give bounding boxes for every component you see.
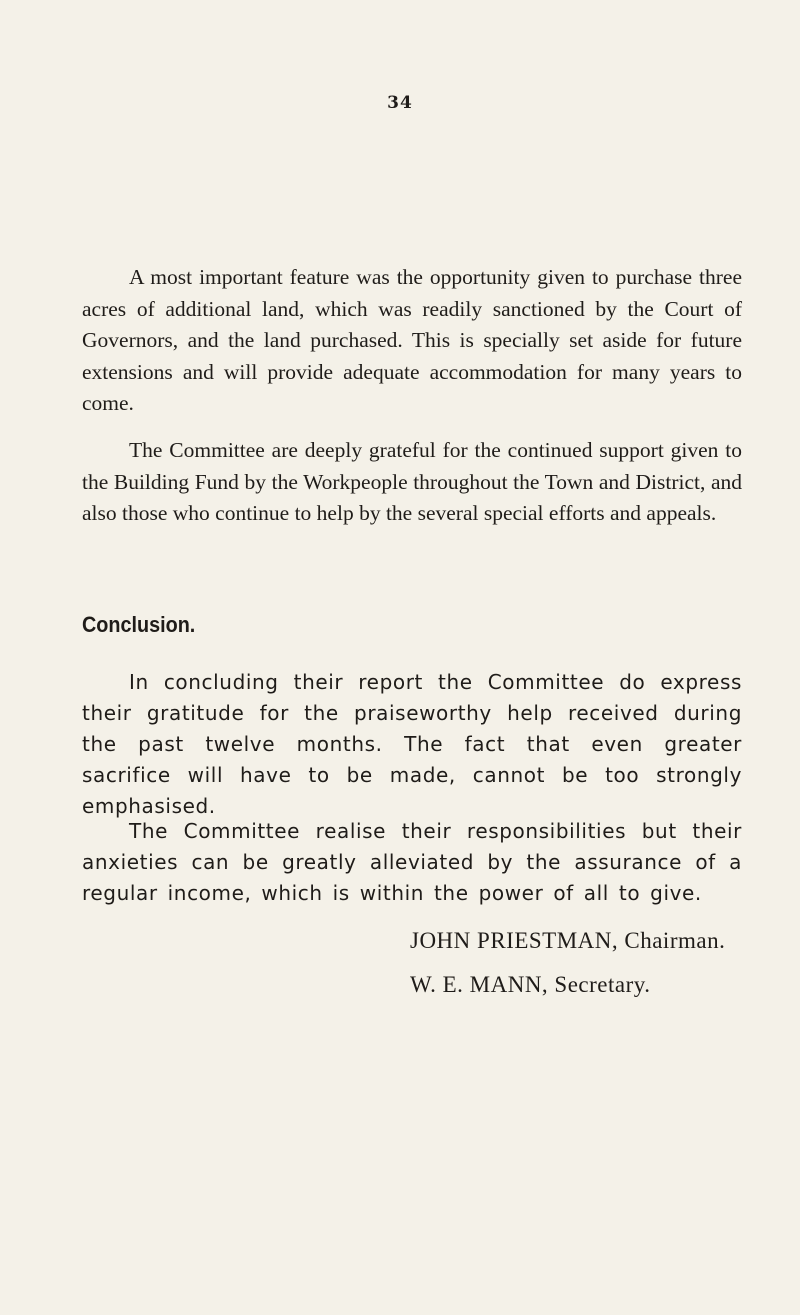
paragraph-conclusion-gratitude: In concluding their report the Committee do express their gratitude for the praiseworthy help received during the past twelve months. The fact that even greater sacrifice will have to be made, cannot be too strongly emphasised. (82, 670, 742, 818)
conclusion-heading: Conclusion. (82, 612, 196, 637)
signature-secretary: W. E. MANN, Secretary. (410, 972, 651, 997)
paragraph-building-fund: The Committee are deeply grateful for the continued support given to the Building Fund by the Workpeople throughout the Town and District, and also those who continue to help by the several special efforts and appeals. (82, 438, 742, 525)
paragraph-conclusion-responsibilities: The Committee realise their responsibilities but their anxieties can be greatly alleviated by the assurance of a regular income, which is within the power of all to give. (82, 819, 742, 905)
signature-chairman: JOHN PRIESTMAN, Chairman. (410, 928, 726, 953)
page-number: 34 (387, 93, 413, 113)
paragraph-land-purchase: A most important feature was the opportunity given to purchase three acres of additional land, which was readily sanctioned by the Court of Governors, and the land purchased. This is specially set aside for future extensions and will provide adequate accommodation for many years to come. (82, 265, 742, 415)
